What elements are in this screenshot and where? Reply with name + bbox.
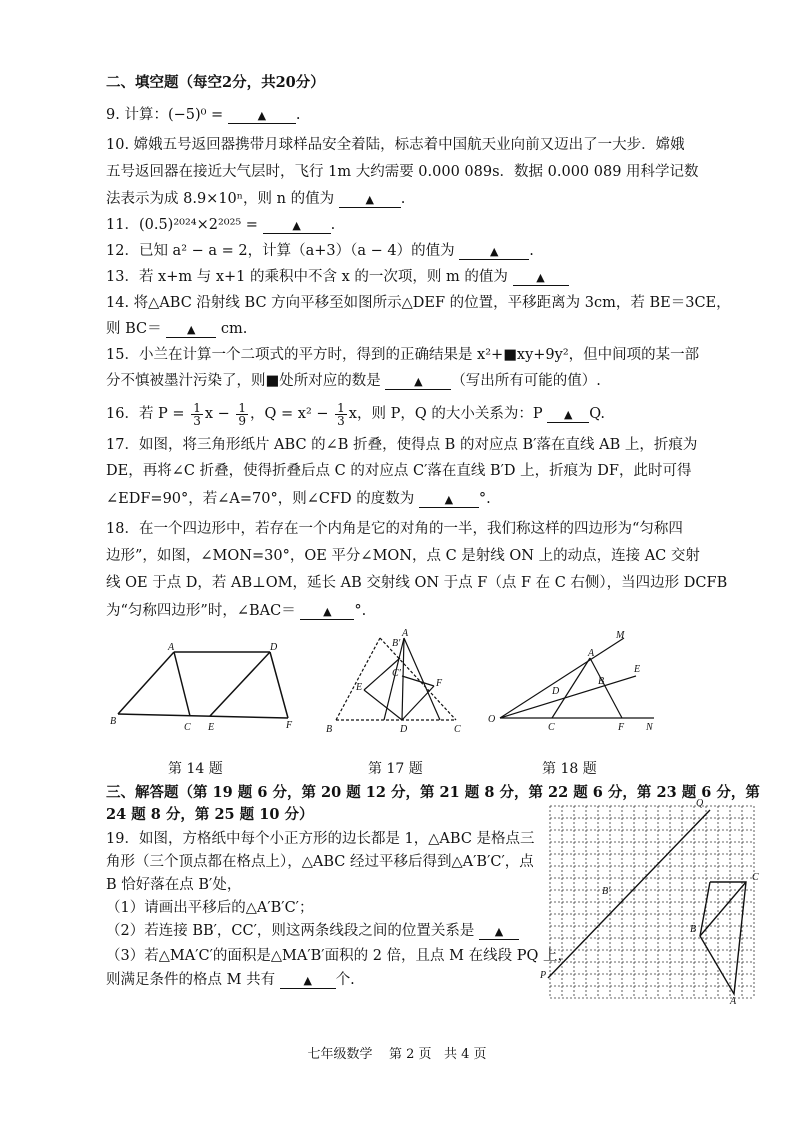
question-15-line2: 分不慎被墨汁污染了，则■处所对应的数是 ▲ （写出所有可能的值）. (106, 373, 601, 389)
question-14-line1: 14. 将△ABC 沿射线 BC 方向平移至如图所示△DEF 的位置，平移距离为 3cm，若 BE＝3CE， (106, 295, 731, 311)
fig19-label-p: P (540, 970, 547, 981)
section3-title-line1: 三、解答题（第 19 题 6 分，第 20 题 12 分，第 21 题 8 分，第 22 题 6 分，第 23 题 6 分，第 (106, 784, 760, 801)
fig18-label-m: M (616, 630, 625, 641)
fig19-label-c: C (752, 872, 759, 883)
fig19-label-q: Q (696, 798, 704, 809)
question-10-line3: 法表示为成 8.9×10ⁿ，则 n 的值为 ▲ . (106, 191, 406, 207)
footer-subject: 七年级数学 (307, 1047, 373, 1062)
footer-total: 共 4 页 (443, 1047, 487, 1062)
question-19-part3b: 则满足条件的格点 M 共有 ▲ 个. (106, 972, 355, 988)
question-11: 11．(0.5)²⁰²⁴×2²⁰²⁵ = ▲ . (106, 217, 336, 233)
fig17-label-d: D (400, 724, 408, 735)
section-title: 二、填空题（每空2分，共20分） (106, 74, 325, 91)
grid-lines (550, 806, 754, 998)
fig19-label-b: B (690, 924, 697, 935)
fig14-label-c: C (184, 722, 191, 733)
fig14-label-f: F (286, 720, 293, 731)
fig18-segment-af (590, 658, 622, 718)
fig17-label-c-prime: C′ (392, 668, 401, 679)
question-16: 16．若 P = $\frac{1}{3}$ x − $\frac{1}{9}$ ，Q = x² − $\frac{1}{3}$ x，则 P，Q 的大小关系为：P ▲ Q. (106, 400, 605, 428)
figure-17 (322, 628, 472, 740)
fig19-segment-pq (548, 810, 710, 978)
question-17-line1: 17．如图，将三角形纸片 ABC 的∠B 折叠，使得点 B 的对应点 B′落在直线 AB 上，折痕为 (106, 437, 698, 453)
question-19-part1: （1）请画出平移后的△A′B′C′； (106, 900, 314, 916)
fraction: $\frac{1}{9}$ (238, 400, 247, 428)
question-18-line4: 为“匀称四边形”时，∠BAC＝ ▲ °. (106, 603, 367, 619)
question-17-line3: ∠EDF=90°，若∠A=70°，则∠CFD 的度数为 ▲ °. (106, 491, 491, 507)
question-10-line1: 10. 嫦娥五号返回器携带月球样品安全着陆，标志着中国航天业向前又迈出了一大步．嫦娥 (106, 137, 685, 153)
fig17-label-e: E (356, 682, 363, 693)
question-19-line1: 19．如图，方格纸中每个小正方形的边长都是 1，△ABC 是格点三 (106, 831, 535, 847)
fig18-label-c: C (548, 722, 555, 733)
question-19-part2: （2）若连接 BB′，CC′，则这两条线段之间的位置关系是 ▲ (106, 922, 519, 940)
question-9: 9. 计算：(−5)⁰ = ▲ . (106, 107, 301, 123)
figure-18 (486, 630, 666, 740)
fig17-dashed-ac (380, 638, 456, 720)
question-12: 12．已知 a² − a = 2，计算（a+3）（a − 4）的值为 ▲ . (106, 243, 534, 259)
question-10-line2: 五号返回器在接近大气层时，飞行 1m 大约需要 0.000 089s．数据 0.000 089 用科学记数 (106, 164, 699, 180)
fig18-ray-oe (500, 676, 636, 718)
figure-19-grid (540, 796, 770, 1006)
figure-14 (110, 638, 310, 738)
fig18-label-n: N (646, 722, 653, 733)
footer-page: 第 2 页 (389, 1047, 432, 1062)
page-footer (0, 1043, 794, 1062)
question-14-line2: 则 BC＝ ▲ cm. (106, 321, 248, 337)
fig14-line-bf (118, 714, 288, 718)
fig17-label-c: C (454, 724, 461, 735)
caption-fig14: 第 14 题 (168, 761, 223, 777)
fig17-segment (402, 676, 434, 686)
fig19-label-b-prime: B′ (602, 886, 611, 897)
caption-fig17: 第 17 题 (368, 761, 423, 777)
fig14-label-e: E (208, 722, 215, 733)
question-19-line3: B 恰好落在点 B′处， (106, 877, 242, 893)
fig14-label-d: D (270, 642, 278, 653)
fraction: $\frac{1}{3}$ (337, 400, 345, 428)
fraction: $\frac{1}{3}$ (193, 400, 201, 428)
question-19-line2: 角形（三个顶点都在格点上），△ABC 经过平移后得到△A′B′C′，点 (106, 854, 534, 870)
fig18-label-b: B (598, 676, 605, 687)
section3-title-line2: 24 题 8 分，第 25 题 10 分） (106, 806, 314, 823)
fig18-label-d: D (552, 686, 560, 697)
question-15-line1: 15．小兰在计算一个二项式的平方时，得到的正确结果是 x²+■xy+9y²，但中间项的某一部 (106, 347, 700, 363)
fig17-label-b: B (326, 724, 333, 735)
fig18-label-f: F (618, 722, 625, 733)
question-18-line2: 边形”，如图，∠MON=30°，OE 平分∠MON，点 C 是射线 ON 上的动点，连接 AC 交射 (106, 548, 700, 564)
fig18-label-a: A (588, 648, 595, 659)
fig18-label-e: E (634, 664, 641, 675)
fig14-segment-df (270, 652, 288, 718)
fig17-fold-df (402, 686, 434, 720)
fig14-label-b: B (110, 716, 117, 727)
fig14-segment-de (210, 652, 270, 716)
fig14-segment-ac (174, 652, 190, 716)
fig18-label-o: O (488, 714, 496, 725)
fig17-label-f: F (436, 678, 443, 689)
fig17-dashed-ab (336, 638, 380, 720)
fig14-label-a: A (168, 642, 175, 653)
fig17-fold-de (364, 690, 402, 720)
question-18-line1: 18．在一个四边形中，若存在一个内角是它的对角的一半，我们称这样的四边形为“匀称四 (106, 521, 683, 537)
question-13: 13．若 x+m 与 x+1 的乘积中不含 x 的一次项，则 m 的值为 ▲ (106, 268, 569, 286)
fig19-label-a: A (730, 996, 737, 1006)
fig18-ray-om (500, 638, 624, 718)
fig17-line-bd (402, 638, 404, 720)
fig17-label-b-prime: B′ (392, 638, 401, 649)
question-17-line2: DE，再将∠C 折叠，使得折叠后点 C 的对应点 C′落在直线 B′D 上，折痕为 DF，此时可得 (106, 463, 692, 479)
fig14-segment-ab (118, 652, 174, 714)
caption-fig18: 第 18 题 (542, 761, 597, 777)
question-19-part3a: （3）若△MA′C′的面积是△MA′B′面积的 2 倍，且点 M 在线段 PQ 上， (106, 948, 572, 964)
fig17-label-a: A (402, 628, 409, 639)
fig17-side (404, 638, 440, 720)
question-18-line3: 线 OE 于点 D，若 AB⊥OM，延长 AB 交射线 ON 于点 F（点 F 在 C 右侧），当四边形 DCFB (106, 575, 728, 591)
